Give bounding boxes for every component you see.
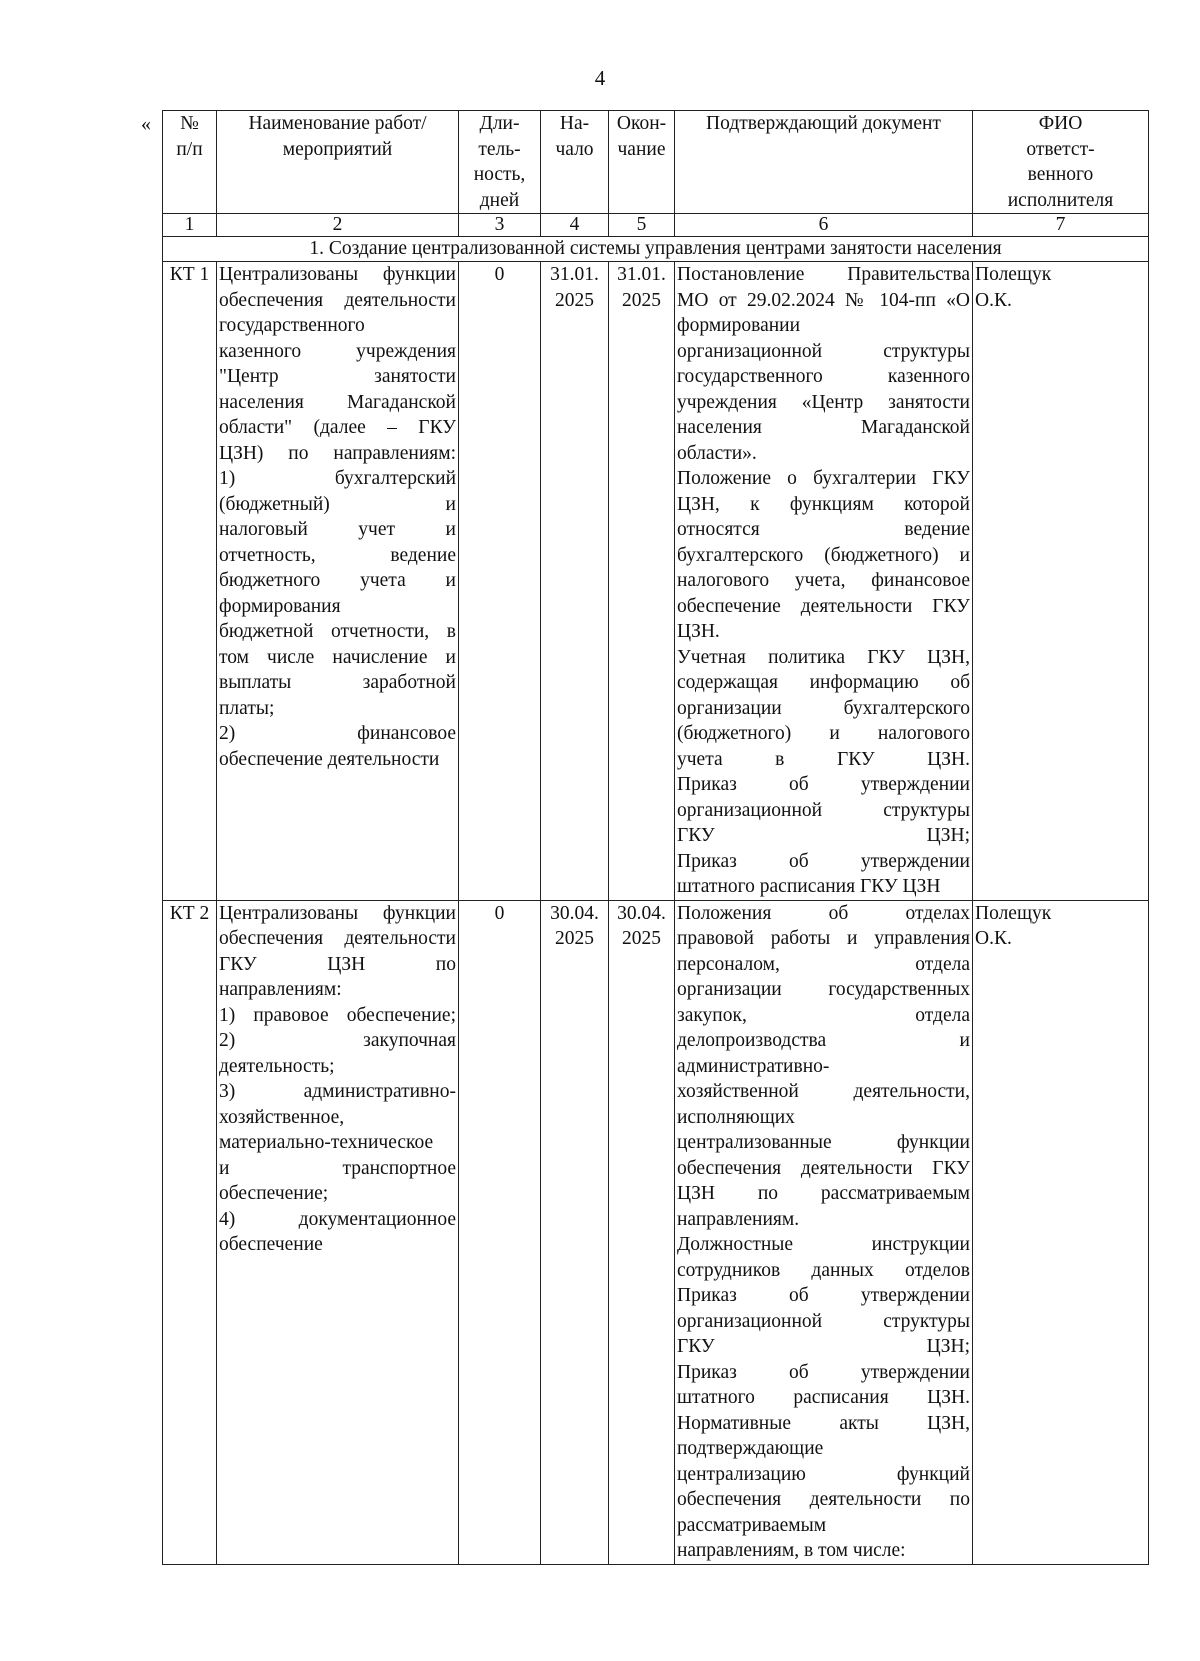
text-line: населения Магаданской (677, 417, 970, 438)
text-line: тель- (478, 138, 521, 160)
text-line: деятельность; (219, 1055, 335, 1077)
text-line: 30.04. (550, 902, 599, 924)
text-line: бюджетной отчетности, в (219, 621, 456, 642)
column-number-row (163, 214, 1149, 237)
header-num (163, 111, 217, 214)
text-line: налогового учета, финансовое (677, 570, 970, 591)
text-line: обеспечения деятельности (219, 928, 456, 949)
text-line: хозяйственной деятельности, (677, 1081, 970, 1102)
text-line: 4) документационное (219, 1208, 456, 1230)
column-number: 5 (609, 214, 675, 237)
text-line: № (180, 113, 199, 134)
text-line: делопроизводства и (677, 1030, 970, 1051)
row-responsible (973, 262, 1149, 901)
header-duration (459, 111, 541, 214)
text-line: государственного (219, 315, 365, 336)
text-line: ЦЗН) по направлениям: (219, 442, 456, 464)
text-line: Наименование работ/ (248, 113, 427, 134)
column-number: 3 (459, 214, 541, 237)
text-line: сотрудников данных отделов (677, 1259, 970, 1281)
text-line: налоговый учет и (219, 519, 456, 540)
row-document (675, 262, 973, 901)
text-line: формирования (219, 595, 341, 617)
text-line: Дли- (479, 113, 520, 134)
text-line: Должностные инструкции (677, 1234, 970, 1255)
text-line: выплаты заработной (219, 672, 456, 693)
text-line: венного (1027, 164, 1094, 185)
text-line: подтверждающие (677, 1438, 824, 1459)
text-line: штатного расписания ЦЗН. (677, 1387, 970, 1408)
text-line: обеспечения деятельности по (677, 1489, 970, 1510)
row-responsible (973, 900, 1149, 1564)
text-line: направлениям: (219, 979, 342, 1000)
column-number: 4 (541, 214, 609, 237)
text-line: обеспечение деятельности (219, 748, 440, 770)
text-line: Приказ об утверждении (677, 1285, 970, 1306)
text-line: закупок, отдела (677, 1004, 970, 1026)
text-line: ЦЗН. (677, 621, 720, 642)
column-number: 2 (217, 214, 459, 237)
text-line: 31.01. (550, 264, 599, 285)
header-start (541, 111, 609, 214)
text-line: формировании (677, 315, 801, 336)
text-line: рассматриваемым (677, 1514, 827, 1536)
text-line: казенного учреждения (219, 340, 456, 362)
text-line: области». (677, 442, 757, 464)
row-id: КТ 2 (163, 900, 217, 1564)
header-end (609, 111, 675, 214)
text-line: 31.01. (617, 264, 666, 285)
text-line: организации бухгалтерского (677, 697, 970, 719)
text-line: 2025 (622, 289, 661, 311)
text-line: исполняющих (677, 1106, 795, 1128)
text-line: На- (559, 113, 590, 134)
text-line: ГКУ ЦЗН; (677, 825, 970, 846)
text-line: отчетность, ведение (219, 544, 456, 566)
column-number: 1 (163, 214, 217, 237)
text-line: платы; (219, 697, 275, 719)
row-document (675, 900, 973, 1564)
section-row (163, 237, 1149, 262)
text-line: том числе начисление и (219, 646, 456, 668)
text-line: Учетная политика ГКУ ЦЗН, (677, 646, 970, 668)
section-title: 1. Создание централизованной системы управления центрами занятости населения (163, 237, 1149, 262)
text-line: Нормативные акты ЦЗН, (677, 1412, 970, 1434)
text-line: ФИО (1038, 113, 1083, 134)
text-line: организационной структуры (677, 1310, 970, 1332)
text-line: организации государственных (677, 979, 970, 1000)
text-line: п/п (176, 138, 203, 160)
text-line: штатного расписания ГКУ ЦЗН (677, 876, 941, 897)
text-line: 2025 (622, 928, 661, 949)
text-line: бюджетного учета и (219, 570, 456, 591)
opening-quote-mark: « (141, 113, 151, 135)
text-line: Постановление Правительства (677, 264, 970, 285)
text-line: дней (479, 189, 520, 211)
text-line: 30.04. (617, 902, 666, 924)
text-line: О.К. (975, 289, 1012, 311)
text-line: ответст- (1026, 138, 1095, 160)
row-activity-name (217, 900, 459, 1564)
text-line: 1) бухгалтерский (219, 468, 456, 489)
text-line: Приказ об утверждении (677, 850, 970, 872)
row-duration: 0 (459, 262, 541, 901)
text-line: Приказ об утверждении (677, 774, 970, 795)
text-line: персоналом, отдела (677, 953, 970, 975)
header-responsible (973, 111, 1149, 214)
text-line: Подтверждающий документ (706, 113, 941, 134)
text-line: 2) закупочная (219, 1030, 456, 1051)
text-line: централизацию функций (677, 1463, 970, 1485)
text-line: обеспечение; (219, 1183, 329, 1204)
text-line: обеспечение (219, 1234, 323, 1255)
text-line: 2) финансовое (219, 723, 456, 744)
text-line: государственного казенного (677, 366, 970, 387)
text-line: 2025 (555, 928, 594, 949)
text-line: организационной структуры (677, 799, 970, 821)
text-line: О.К. (975, 928, 1012, 949)
text-line: чало (555, 138, 594, 160)
text-line: мероприятий (282, 138, 393, 160)
text-line: содержащая информацию об (677, 672, 970, 693)
table-row (163, 262, 1149, 901)
text-line: относятся ведение (677, 519, 970, 540)
text-line: централизованные функции (677, 1132, 970, 1153)
text-line: Положения об отделах (677, 902, 970, 924)
row-end-date (609, 262, 675, 901)
text-line: "Центр занятости (219, 366, 456, 387)
header-document (675, 111, 973, 214)
text-line: хозяйственное, (219, 1106, 345, 1128)
text-line: населения Магаданской (219, 391, 456, 413)
text-line: бухгалтерского (бюджетного) и (677, 544, 970, 566)
text-line: Централизованы функции (219, 264, 456, 285)
text-line: обеспечение деятельности ГКУ (677, 595, 970, 617)
text-line: Централизованы функции (219, 902, 456, 924)
schedule-table (162, 110, 1149, 1565)
text-line: 1) правовое обеспечение; (219, 1004, 456, 1026)
text-line: Полещук (975, 902, 1052, 924)
text-line: и транспортное (219, 1157, 456, 1179)
text-line: направлениям. (677, 1208, 800, 1230)
text-line: Приказ об утверждении (677, 1361, 970, 1383)
text-line: 2025 (555, 289, 594, 311)
text-line: Положение о бухгалтерии ГКУ (677, 468, 970, 489)
text-line: ГКУ ЦЗН по (219, 953, 456, 975)
text-line: учета в ГКУ ЦЗН. (677, 748, 970, 770)
row-id: КТ 1 (163, 262, 217, 901)
text-line: учреждения «Центр занятости (677, 391, 970, 413)
text-line: исполнителя (1007, 189, 1114, 211)
text-line: правовой работы и управления (677, 928, 970, 949)
row-start-date (541, 262, 609, 901)
text-line: (бюджетного) и налогового (677, 723, 970, 744)
header-row (163, 111, 1149, 214)
header-name (217, 111, 459, 214)
text-line: области" (далее – ГКУ (219, 417, 456, 438)
text-line: организационной структуры (677, 340, 970, 362)
text-line: (бюджетный) и (219, 493, 456, 515)
text-line: Полещук (975, 264, 1052, 285)
text-line: МО от 29.02.2024 № 104-пп «О (677, 289, 970, 311)
text-line: направлениям, в том числе: (677, 1540, 906, 1561)
text-line: 3) административно- (219, 1081, 456, 1102)
table-row (163, 900, 1149, 1564)
text-line: ность, (473, 164, 526, 185)
text-line: Окон- (616, 113, 667, 134)
row-start-date (541, 900, 609, 1564)
column-number: 7 (973, 214, 1149, 237)
page-number: 4 (594, 66, 606, 90)
text-line: ЦЗН по рассматриваемым (677, 1183, 970, 1204)
row-end-date (609, 900, 675, 1564)
row-activity-name (217, 262, 459, 901)
column-number: 6 (675, 214, 973, 237)
text-line: ГКУ ЦЗН; (677, 1336, 970, 1357)
text-line: материально-техническое (219, 1132, 434, 1153)
text-line: обеспечения деятельности ГКУ (677, 1157, 970, 1179)
row-duration: 0 (459, 900, 541, 1564)
text-line: административно- (677, 1055, 830, 1077)
text-line: ЦЗН, к функциям которой (677, 493, 970, 515)
text-line: чание (617, 138, 666, 160)
text-line: обеспечения деятельности (219, 289, 456, 311)
